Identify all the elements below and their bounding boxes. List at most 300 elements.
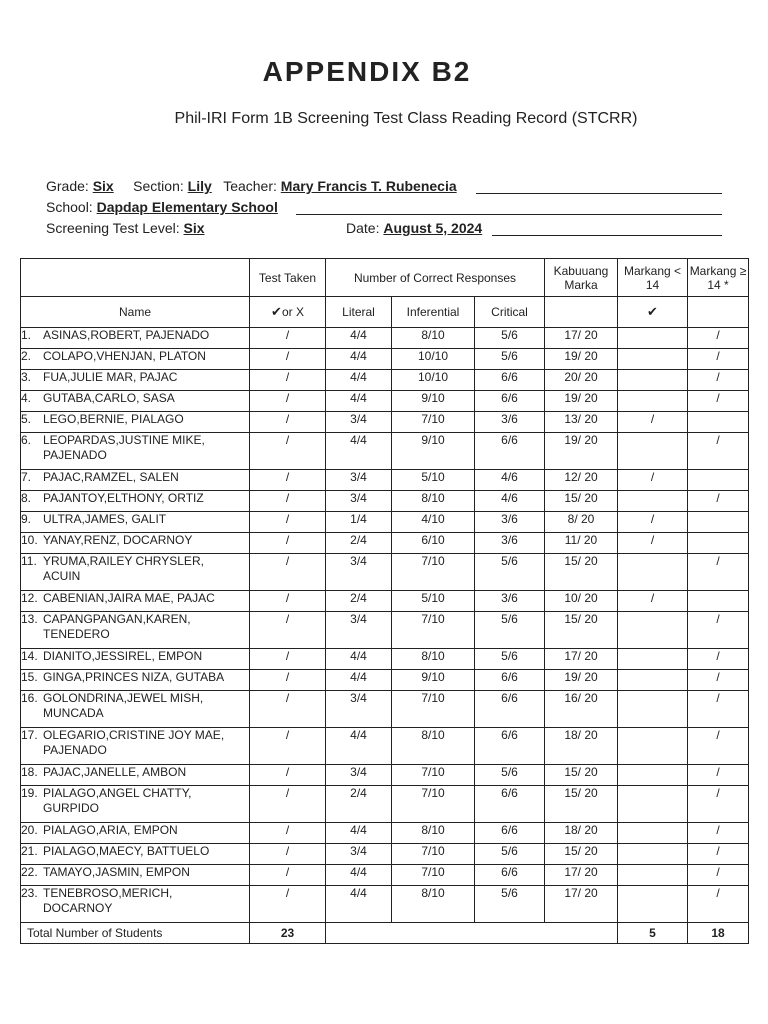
- cell-critical: 3/6: [475, 591, 545, 612]
- section-value: Lily: [187, 178, 212, 194]
- cell-total: 19/ 20: [545, 433, 618, 470]
- cell-inferential: 5/10: [392, 591, 475, 612]
- cell-lt14: [618, 844, 688, 865]
- teacher-value: Mary Francis T. Rubenecia: [280, 178, 457, 194]
- totals-row: [21, 923, 749, 944]
- cell-taken: /: [250, 470, 326, 491]
- table-row: [21, 786, 749, 823]
- cell-ge14: /: [688, 433, 749, 470]
- cell-ge14: /: [688, 728, 749, 765]
- date-value: August 5, 2024: [383, 220, 483, 236]
- cell-taken: /: [250, 670, 326, 691]
- check-or-x-label: or X: [281, 305, 304, 319]
- table-row: [21, 533, 749, 554]
- cell-critical: 5/6: [475, 844, 545, 865]
- cell-ge14: /: [688, 765, 749, 786]
- cell-ge14: /: [688, 691, 749, 728]
- cell-taken: /: [250, 844, 326, 865]
- cell-lt14: /: [618, 470, 688, 491]
- cell-lt14: [618, 491, 688, 512]
- section-label: Section:: [133, 178, 184, 194]
- critical-header: Critical: [475, 297, 545, 328]
- form-subtitle: Phil-IRI Form 1B Screening Test Class Reading Record (STCRR): [174, 110, 638, 127]
- student-name-cell: [21, 823, 250, 844]
- cell-critical: 5/6: [475, 886, 545, 923]
- cell-lt14: [618, 328, 688, 349]
- row-number: 9.: [21, 512, 32, 526]
- row-number: 13.: [21, 612, 38, 626]
- cell-lt14: [618, 823, 688, 844]
- cell-taken: /: [250, 886, 326, 923]
- row-number: 22.: [21, 865, 38, 879]
- cell-literal: 4/4: [326, 823, 392, 844]
- student-name: PAJANTOY,ELTHONY, ORTIZ: [43, 491, 204, 505]
- date-underline: [492, 235, 722, 236]
- student-name-cell: [21, 491, 250, 512]
- cell-inferential: 7/10: [392, 865, 475, 886]
- student-name-cell: [21, 391, 250, 412]
- markang-lt14-header: Markang < 14: [618, 259, 688, 297]
- cell-inferential: 6/10: [392, 533, 475, 554]
- cell-inferential: 5/10: [392, 470, 475, 491]
- row-number: 12.: [21, 591, 38, 605]
- student-name: ASINAS,ROBERT, PAJENADO: [43, 328, 210, 342]
- cell-taken: /: [250, 786, 326, 823]
- cell-literal: 3/4: [326, 765, 392, 786]
- cell-inferential: 9/10: [392, 391, 475, 412]
- student-name-cell: [21, 370, 250, 391]
- table-row: [21, 554, 749, 591]
- level-line: [46, 220, 205, 236]
- test-taken-header: Test Taken: [250, 259, 326, 297]
- cell-literal: 4/4: [326, 728, 392, 765]
- cell-taken: /: [250, 591, 326, 612]
- cell-total: 15/ 20: [545, 844, 618, 865]
- student-name: GUTABA,CARLO, SASA: [43, 391, 175, 405]
- table-row: [21, 765, 749, 786]
- table-row: [21, 328, 749, 349]
- cell-critical: 6/6: [475, 691, 545, 728]
- cell-lt14: /: [618, 591, 688, 612]
- cell-literal: 4/4: [326, 670, 392, 691]
- row-number: 8.: [21, 491, 32, 505]
- cell-ge14: /: [688, 612, 749, 649]
- row-number: 4.: [21, 391, 32, 405]
- cell-taken: /: [250, 728, 326, 765]
- cell-literal: 4/4: [326, 433, 392, 470]
- cell-lt14: [618, 391, 688, 412]
- page-title: APPENDIX B2: [262, 56, 472, 87]
- cell-inferential: 7/10: [392, 554, 475, 591]
- cell-taken: /: [250, 391, 326, 412]
- cell-inferential: 7/10: [392, 786, 475, 823]
- cell-ge14: /: [688, 670, 749, 691]
- student-name-cell: [21, 865, 250, 886]
- student-name: PIALAGO,ANGEL CHATTY, GURPIDO: [43, 786, 192, 815]
- cell-literal: 4/4: [326, 349, 392, 370]
- cell-taken: /: [250, 370, 326, 391]
- cell-lt14: [618, 691, 688, 728]
- student-name: ULTRA,JAMES, GALIT: [43, 512, 167, 526]
- cell-total: 18/ 20: [545, 823, 618, 844]
- cell-lt14: [618, 865, 688, 886]
- cell-inferential: 4/10: [392, 512, 475, 533]
- cell-critical: 6/6: [475, 370, 545, 391]
- lt14-check-header: [618, 297, 688, 328]
- reading-record-table: [20, 258, 749, 944]
- student-name-cell: [21, 412, 250, 433]
- blank-header-cell: [21, 259, 250, 297]
- cell-taken: /: [250, 554, 326, 591]
- cell-ge14: /: [688, 349, 749, 370]
- student-name: LEGO,BERNIE, PIALAGO: [43, 412, 184, 426]
- grade-section-teacher-line: [46, 178, 457, 194]
- cell-critical: 6/6: [475, 433, 545, 470]
- header-row-2: [21, 297, 749, 328]
- cell-literal: 4/4: [326, 865, 392, 886]
- student-name: LEOPARDAS,JUSTINE MIKE, PAJENADO: [43, 433, 205, 462]
- table-row: [21, 591, 749, 612]
- cell-critical: 3/6: [475, 533, 545, 554]
- cell-lt14: [618, 554, 688, 591]
- cell-total: 17/ 20: [545, 886, 618, 923]
- cell-inferential: 7/10: [392, 691, 475, 728]
- row-number: 5.: [21, 412, 32, 426]
- school-label: School:: [46, 199, 93, 215]
- cell-ge14: /: [688, 554, 749, 591]
- teacher-underline: [476, 193, 722, 194]
- table-row: [21, 649, 749, 670]
- cell-taken: /: [250, 612, 326, 649]
- cell-lt14: [618, 649, 688, 670]
- cell-ge14: [688, 470, 749, 491]
- literal-header: Literal: [326, 297, 392, 328]
- student-name: YANAY,RENZ, DOCARNOY: [43, 533, 193, 547]
- cell-literal: 2/4: [326, 786, 392, 823]
- student-name-cell: [21, 512, 250, 533]
- student-name: CABENIAN,JAIRA MAE, PAJAC: [43, 591, 215, 605]
- cell-lt14: [618, 728, 688, 765]
- student-name: PIALAGO,MAECY, BATTUELO: [43, 844, 210, 858]
- cell-inferential: 8/10: [392, 886, 475, 923]
- table-row: [21, 865, 749, 886]
- cell-literal: 1/4: [326, 512, 392, 533]
- cell-critical: 4/6: [475, 470, 545, 491]
- cell-critical: 3/6: [475, 412, 545, 433]
- cell-literal: 2/4: [326, 533, 392, 554]
- row-number: 17.: [21, 728, 38, 742]
- table-row: [21, 512, 749, 533]
- cell-inferential: 9/10: [392, 670, 475, 691]
- cell-lt14: [618, 612, 688, 649]
- cell-inferential: 8/10: [392, 491, 475, 512]
- cell-taken: /: [250, 512, 326, 533]
- grade-value: Six: [92, 178, 114, 194]
- row-number: 20.: [21, 823, 38, 837]
- header-row-1: [21, 259, 749, 297]
- table-row: [21, 412, 749, 433]
- cell-ge14: /: [688, 786, 749, 823]
- cell-total: 20/ 20: [545, 370, 618, 391]
- student-name: CAPANGPANGAN,KAREN, TENEDERO: [43, 612, 191, 641]
- cell-total: 15/ 20: [545, 554, 618, 591]
- row-number: 11.: [21, 554, 37, 568]
- cell-taken: /: [250, 865, 326, 886]
- student-name: PIALAGO,ARIA, EMPON: [43, 823, 178, 837]
- student-name-cell: [21, 433, 250, 470]
- cell-total: 17/ 20: [545, 649, 618, 670]
- cell-total: 15/ 20: [545, 786, 618, 823]
- cell-lt14: [618, 670, 688, 691]
- correct-responses-header: Number of Correct Responses: [326, 259, 545, 297]
- cell-taken: /: [250, 823, 326, 844]
- cell-ge14: [688, 412, 749, 433]
- row-number: 23.: [21, 886, 38, 900]
- cell-inferential: 7/10: [392, 844, 475, 865]
- student-name-cell: [21, 554, 250, 591]
- cell-literal: 4/4: [326, 886, 392, 923]
- student-name: GINGA,PRINCES NIZA, GUTABA: [43, 670, 225, 684]
- cell-lt14: [618, 765, 688, 786]
- total-lt14: 5: [618, 923, 688, 944]
- cell-critical: 6/6: [475, 786, 545, 823]
- cell-taken: /: [250, 649, 326, 670]
- school-value: Dapdap Elementary School: [96, 199, 278, 215]
- cell-inferential: 8/10: [392, 728, 475, 765]
- table-row: [21, 844, 749, 865]
- cell-lt14: /: [618, 412, 688, 433]
- cell-ge14: [688, 591, 749, 612]
- cell-ge14: /: [688, 823, 749, 844]
- cell-literal: 3/4: [326, 491, 392, 512]
- kabuuang-marka-header: Kabuuang Marka: [545, 259, 618, 297]
- cell-critical: 3/6: [475, 512, 545, 533]
- cell-literal: 2/4: [326, 591, 392, 612]
- student-name: DIANITO,JESSIREL, EMPON: [43, 649, 203, 663]
- cell-inferential: 8/10: [392, 823, 475, 844]
- row-number: 15.: [21, 670, 38, 684]
- table-row: [21, 728, 749, 765]
- cell-literal: 3/4: [326, 691, 392, 728]
- cell-literal: 3/4: [326, 412, 392, 433]
- cell-critical: 5/6: [475, 649, 545, 670]
- student-name-cell: [21, 649, 250, 670]
- student-name: PAJAC,JANELLE, AMBON: [43, 765, 187, 779]
- cell-total: 17/ 20: [545, 865, 618, 886]
- cell-ge14: /: [688, 391, 749, 412]
- checkmark-icon: ✔: [271, 304, 282, 319]
- totals-label: Total Number of Students: [21, 923, 250, 944]
- cell-lt14: [618, 433, 688, 470]
- cell-inferential: 8/10: [392, 328, 475, 349]
- cell-literal: 3/4: [326, 554, 392, 591]
- table-row: [21, 823, 749, 844]
- student-name-cell: [21, 844, 250, 865]
- student-name: FUA,JULIE MAR, PAJAC: [43, 370, 178, 384]
- student-name-cell: [21, 691, 250, 728]
- row-number: 21.: [21, 844, 38, 858]
- cell-ge14: /: [688, 865, 749, 886]
- cell-taken: /: [250, 691, 326, 728]
- cell-ge14: /: [688, 370, 749, 391]
- student-name-cell: [21, 670, 250, 691]
- cell-total: 17/ 20: [545, 328, 618, 349]
- cell-ge14: /: [688, 649, 749, 670]
- date-line: [346, 220, 482, 236]
- row-number: 10.: [21, 533, 38, 547]
- cell-critical: 6/6: [475, 865, 545, 886]
- student-name: YRUMA,RAILEY CHRYSLER, ACUIN: [43, 554, 204, 583]
- cell-total: 19/ 20: [545, 349, 618, 370]
- cell-taken: /: [250, 349, 326, 370]
- cell-taken: /: [250, 765, 326, 786]
- cell-inferential: 7/10: [392, 612, 475, 649]
- cell-ge14: /: [688, 844, 749, 865]
- cell-literal: 4/4: [326, 391, 392, 412]
- blank-header-cell: [545, 297, 618, 328]
- cell-taken: /: [250, 412, 326, 433]
- cell-critical: 5/6: [475, 554, 545, 591]
- student-name-cell: [21, 612, 250, 649]
- row-number: 1.: [21, 328, 32, 342]
- cell-total: 18/ 20: [545, 728, 618, 765]
- totals-blank: [326, 923, 618, 944]
- cell-critical: 4/6: [475, 491, 545, 512]
- cell-critical: 5/6: [475, 328, 545, 349]
- student-name: PAJAC,RAMZEL, SALEN: [43, 470, 179, 484]
- cell-critical: 5/6: [475, 612, 545, 649]
- table-row: [21, 691, 749, 728]
- cell-inferential: 8/10: [392, 649, 475, 670]
- cell-literal: 3/4: [326, 612, 392, 649]
- cell-total: 15/ 20: [545, 612, 618, 649]
- blank-header-cell: [688, 297, 749, 328]
- cell-total: 12/ 20: [545, 470, 618, 491]
- cell-total: 19/ 20: [545, 670, 618, 691]
- name-header: Name: [21, 297, 250, 328]
- row-number: 3.: [21, 370, 32, 384]
- student-name-cell: [21, 349, 250, 370]
- student-name: OLEGARIO,CRISTINE JOY MAE, PAJENADO: [43, 728, 225, 757]
- student-name: TAMAYO,JASMIN, EMPON: [43, 865, 190, 879]
- total-ge14: 18: [688, 923, 749, 944]
- cell-critical: 6/6: [475, 391, 545, 412]
- cell-ge14: [688, 533, 749, 554]
- cell-total: 19/ 20: [545, 391, 618, 412]
- row-number: 16.: [21, 691, 38, 705]
- table-row: [21, 886, 749, 923]
- row-number: 7.: [21, 470, 32, 484]
- cell-lt14: /: [618, 533, 688, 554]
- student-name-cell: [21, 533, 250, 554]
- student-name-cell: [21, 728, 250, 765]
- grade-label: Grade:: [46, 178, 89, 194]
- student-name-cell: [21, 328, 250, 349]
- cell-ge14: /: [688, 886, 749, 923]
- cell-critical: 5/6: [475, 765, 545, 786]
- cell-lt14: /: [618, 512, 688, 533]
- cell-literal: 4/4: [326, 370, 392, 391]
- student-name-cell: [21, 886, 250, 923]
- row-number: 14.: [21, 649, 38, 663]
- table-row: [21, 433, 749, 470]
- table-row: [21, 670, 749, 691]
- cell-taken: /: [250, 328, 326, 349]
- cell-critical: 5/6: [475, 349, 545, 370]
- cell-ge14: /: [688, 328, 749, 349]
- cell-literal: 4/4: [326, 649, 392, 670]
- table-row: [21, 349, 749, 370]
- cell-lt14: [618, 886, 688, 923]
- table-row: [21, 612, 749, 649]
- student-name: GOLONDRINA,JEWEL MISH, MUNCADA: [43, 691, 204, 720]
- table-row: [21, 491, 749, 512]
- student-name-cell: [21, 765, 250, 786]
- cell-taken: /: [250, 433, 326, 470]
- cell-taken: /: [250, 533, 326, 554]
- cell-total: 11/ 20: [545, 533, 618, 554]
- date-label: Date:: [346, 220, 380, 236]
- row-number: 6.: [21, 433, 32, 447]
- cell-total: 8/ 20: [545, 512, 618, 533]
- cell-lt14: [618, 786, 688, 823]
- cell-total: 15/ 20: [545, 765, 618, 786]
- table-row: [21, 391, 749, 412]
- student-name-cell: [21, 591, 250, 612]
- student-name-cell: [21, 470, 250, 491]
- row-number: 2.: [21, 349, 32, 363]
- cell-literal: 4/4: [326, 328, 392, 349]
- student-name: COLAPO,VHENJAN, PLATON: [43, 349, 206, 363]
- cell-total: 15/ 20: [545, 491, 618, 512]
- cell-inferential: 7/10: [392, 412, 475, 433]
- cell-total: 10/ 20: [545, 591, 618, 612]
- school-underline: [296, 214, 722, 215]
- cell-inferential: 7/10: [392, 765, 475, 786]
- cell-critical: 6/6: [475, 823, 545, 844]
- markang-ge14-header: Markang ≥ 14 *: [688, 259, 749, 297]
- table-row: [21, 470, 749, 491]
- table-row: [21, 370, 749, 391]
- cell-literal: 3/4: [326, 470, 392, 491]
- level-label: Screening Test Level:: [46, 220, 180, 236]
- cell-total: 13/ 20: [545, 412, 618, 433]
- cell-literal: 3/4: [326, 844, 392, 865]
- cell-critical: 6/6: [475, 728, 545, 765]
- student-name: TENEBROSO,MERICH, DOCARNOY: [43, 886, 173, 915]
- check-or-x-header: [250, 297, 326, 328]
- cell-inferential: 10/10: [392, 370, 475, 391]
- school-line: [46, 199, 278, 215]
- cell-taken: /: [250, 491, 326, 512]
- cell-lt14: [618, 370, 688, 391]
- cell-lt14: [618, 349, 688, 370]
- total-taken: 23: [250, 923, 326, 944]
- teacher-label: Teacher:: [223, 178, 277, 194]
- cell-inferential: 9/10: [392, 433, 475, 470]
- checkmark-icon: ✔: [647, 304, 658, 319]
- inferential-header: Inferential: [392, 297, 475, 328]
- student-name-cell: [21, 786, 250, 823]
- level-value: Six: [183, 220, 205, 236]
- row-number: 19.: [21, 786, 38, 800]
- cell-inferential: 10/10: [392, 349, 475, 370]
- cell-ge14: /: [688, 491, 749, 512]
- cell-critical: 6/6: [475, 670, 545, 691]
- cell-ge14: [688, 512, 749, 533]
- row-number: 18.: [21, 765, 38, 779]
- cell-total: 16/ 20: [545, 691, 618, 728]
